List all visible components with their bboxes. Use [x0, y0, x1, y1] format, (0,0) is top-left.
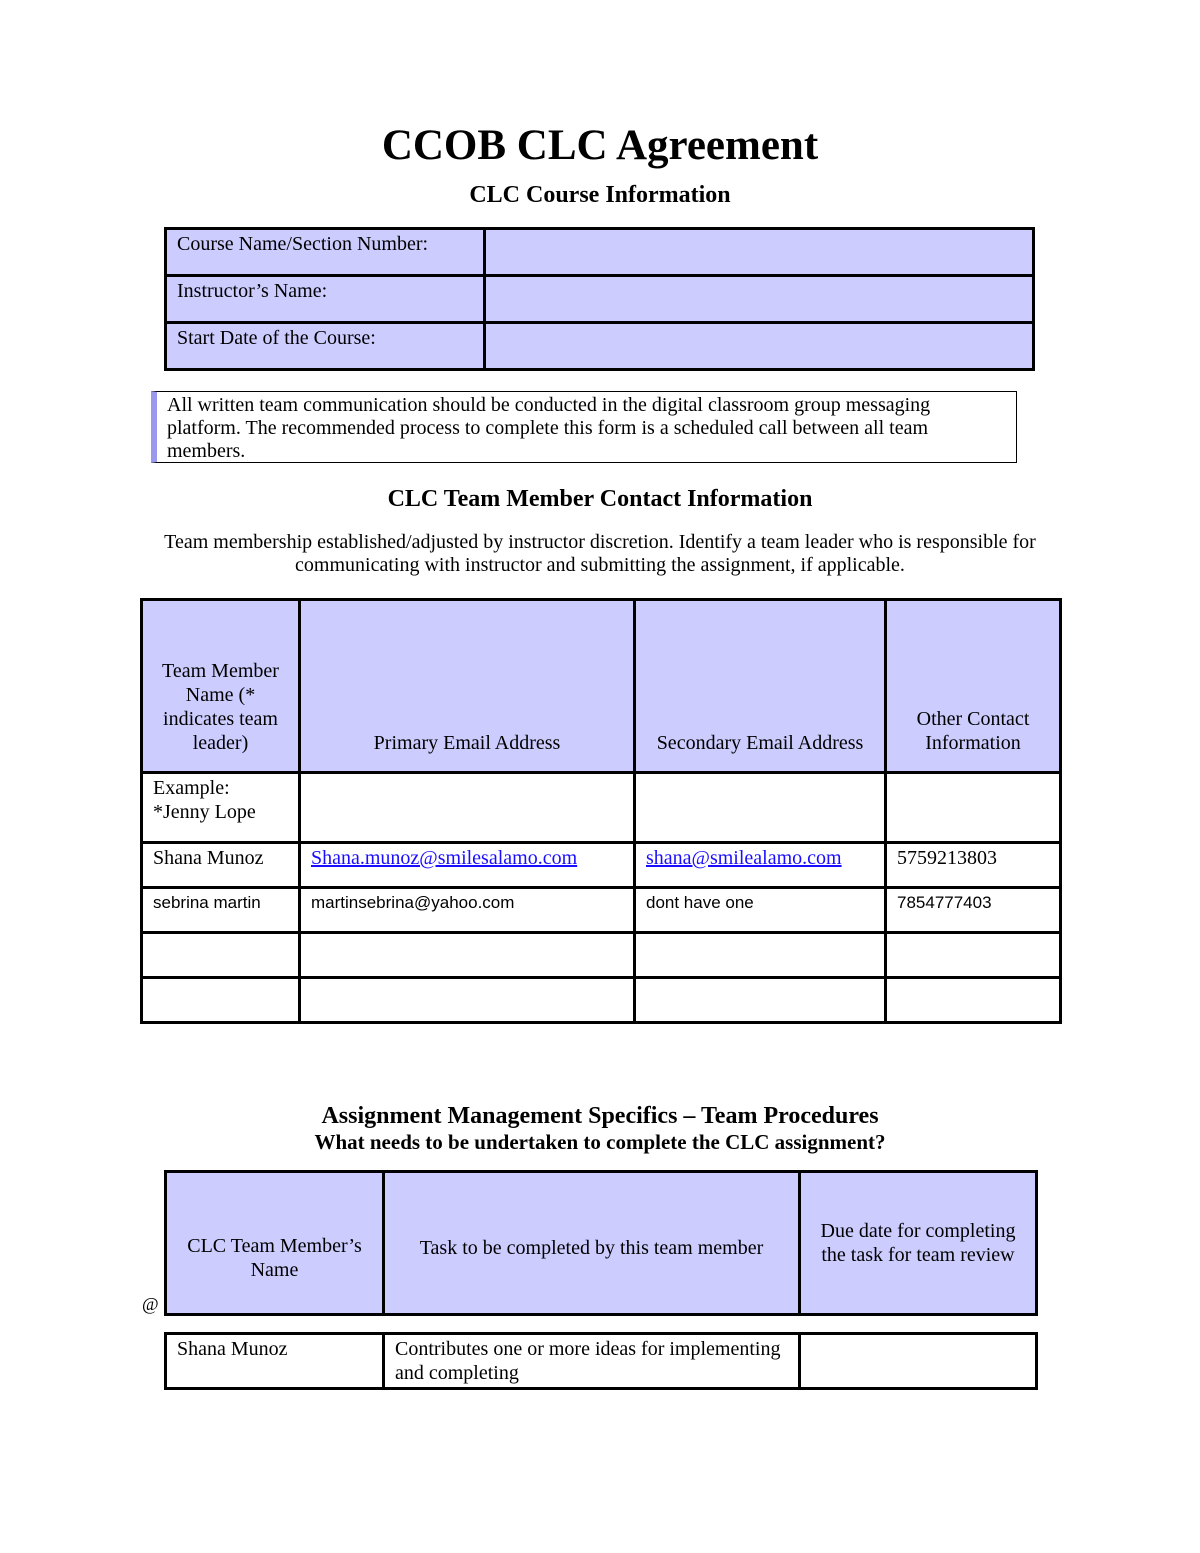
- other-contact[interactable]: 5759213803: [886, 843, 1061, 888]
- primary-email-link[interactable]: Shana.munoz@smilesalamo.com: [300, 843, 635, 888]
- table-cell[interactable]: [300, 978, 635, 1023]
- team-contact-table: [140, 598, 1062, 1024]
- course-name-field[interactable]: [485, 229, 1034, 276]
- header-team-member-name: CLC Team Member’s Name: [166, 1172, 384, 1315]
- communication-note: All written team communication should be conducted in the digital classroom group messaging platform. The recommended process to complete this form is a scheduled call between all team members.: [151, 391, 1017, 463]
- other-contact[interactable]: 7854777403: [886, 888, 1061, 933]
- task-description[interactable]: Contributes one or more ideas for implementing and completing: [384, 1334, 800, 1389]
- table-cell[interactable]: [635, 933, 886, 978]
- header-secondary-email: Secondary Email Address: [635, 600, 886, 773]
- table-row: [166, 1334, 1037, 1389]
- assignment-heading: Assignment Management Specifics – Team Procedures: [321, 1103, 879, 1129]
- course-name-label: Course Name/Section Number:: [166, 229, 485, 276]
- start-date-label: Start Date of the Course:: [166, 323, 485, 370]
- page-title: CCOB CLC Agreement: [381, 122, 819, 169]
- instructor-name-label: Instructor’s Name:: [166, 276, 485, 323]
- task-table: [164, 1332, 1038, 1390]
- header-member-name: Team Member Name (* indicates team leader): [142, 600, 300, 773]
- primary-email[interactable]: martinsebrina@yahoo.com: [300, 888, 635, 933]
- table-row: [142, 978, 1061, 1023]
- table-cell[interactable]: [635, 773, 886, 843]
- member-name[interactable]: Shana Munoz: [142, 843, 300, 888]
- course-info-heading: CLC Course Information: [469, 182, 731, 208]
- header-other-contact: Other Contact Information: [886, 600, 1061, 773]
- member-name[interactable]: sebrina martin: [142, 888, 300, 933]
- example-cell: Example: *Jenny Lope: [142, 773, 300, 843]
- table-cell[interactable]: [635, 978, 886, 1023]
- instructor-name-field[interactable]: [485, 276, 1034, 323]
- table-row: [142, 888, 1061, 933]
- header-due-date: Due date for completing the task for team review: [800, 1172, 1037, 1315]
- table-cell[interactable]: [300, 933, 635, 978]
- table-cell[interactable]: [886, 978, 1061, 1023]
- team-contact-subtext: Team membership established/adjusted by instructor discretion. Identify a team leader who is responsible for communicating with instructor and submitting the assignment, if applicable.: [164, 531, 1036, 576]
- table-cell[interactable]: [886, 773, 1061, 843]
- task-due-date[interactable]: [800, 1334, 1037, 1389]
- table-cell[interactable]: [300, 773, 635, 843]
- assignment-subheading: What needs to be undertaken to complete the CLC assignment?: [314, 1130, 886, 1154]
- table-cell[interactable]: [142, 933, 300, 978]
- at-sign: @: [142, 1294, 159, 1314]
- secondary-email-link[interactable]: shana@smilealamo.com: [635, 843, 886, 888]
- table-row: [142, 843, 1061, 888]
- secondary-email[interactable]: dont have one: [635, 888, 886, 933]
- team-contact-heading: CLC Team Member Contact Information: [387, 486, 813, 512]
- course-info-table: [164, 227, 1035, 371]
- header-primary-email: Primary Email Address: [300, 600, 635, 773]
- header-task: Task to be completed by this team member: [384, 1172, 800, 1315]
- task-member-name[interactable]: Shana Munoz: [166, 1334, 384, 1389]
- start-date-field[interactable]: [485, 323, 1034, 370]
- table-cell[interactable]: [142, 978, 300, 1023]
- table-row: [142, 933, 1061, 978]
- task-header-table: [164, 1170, 1038, 1316]
- table-cell[interactable]: [886, 933, 1061, 978]
